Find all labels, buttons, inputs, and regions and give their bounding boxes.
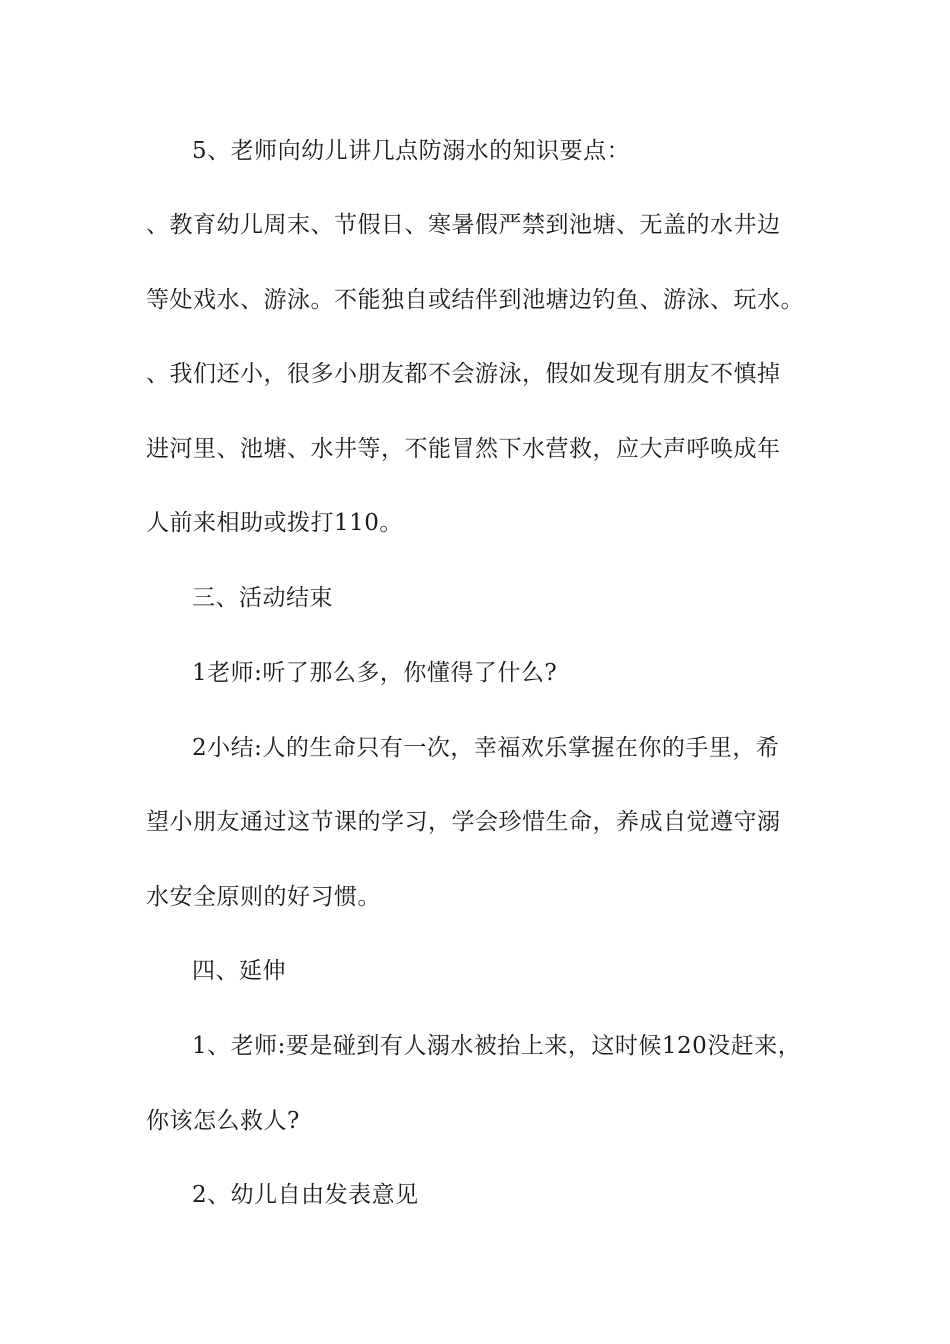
paragraph-line: 1、老师:要是碰到有人溺水被抬上来，这时候120没赶来， xyxy=(192,1033,802,1059)
paragraph-line: 2、幼儿自由发表意见 xyxy=(192,1182,419,1208)
section-heading: 四、延伸 xyxy=(192,958,286,984)
paragraph-line: 、教育幼儿周末、节假日、寒暑假严禁到池塘、无盖的水井边 xyxy=(146,212,781,238)
paragraph-line: 5、老师向幼儿讲几点防溺水的知识要点： xyxy=(192,138,631,164)
paragraph-line: 望小朋友通过这节课的学习，学会珍惜生命，养成自觉遵守溺 xyxy=(146,809,781,835)
paragraph-line: 水安全原则的好习惯。 xyxy=(146,884,381,910)
paragraph-line: 等处戏水、游泳。不能独自或结伴到池塘边钓鱼、游泳、玩水。 xyxy=(146,287,804,313)
paragraph-line: 你该怎么救人? xyxy=(146,1108,300,1134)
paragraph-line: 、我们还小，很多小朋友都不会游泳，假如发现有朋友不慎掉 xyxy=(146,361,781,387)
section-heading: 三、活动结束 xyxy=(192,585,333,611)
paragraph-line: 1老师:听了那么多，你懂得了什么? xyxy=(192,660,558,686)
paragraph-line: 进河里、池塘、水井等，不能冒然下水营救，应大声呼唤成年 xyxy=(146,436,781,462)
paragraph-line: 2小结:人的生命只有一次，幸福欢乐掌握在你的手里，希 xyxy=(192,735,780,761)
paragraph-line: 人前来相助或拨打110。 xyxy=(146,510,403,536)
